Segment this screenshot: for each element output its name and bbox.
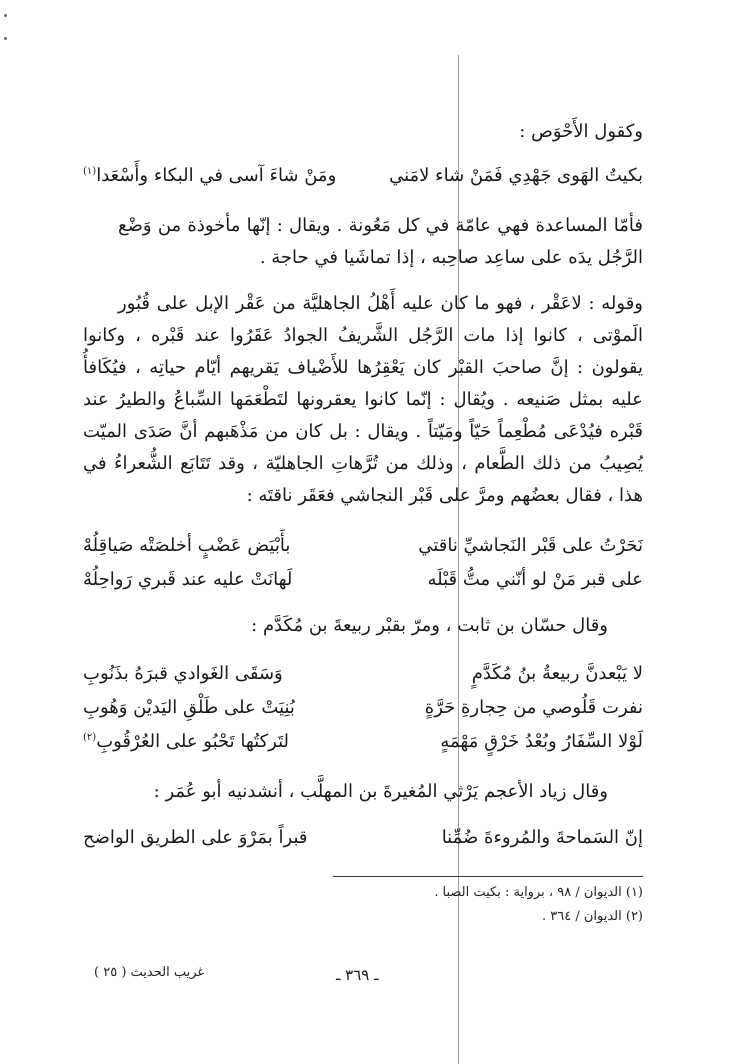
footnote-ref-1: (١) xyxy=(83,166,97,177)
footnote-separator xyxy=(333,876,643,877)
footnote-ref-2: (٢) xyxy=(83,732,97,743)
verse-second-hemistich xyxy=(83,164,336,188)
paragraph-line: قَبْره فيُدْعَى مُطْعِماً حَيّاً ومَيّتاً . ويقال : بل كان من مَذْهَبهم أنَّ صَدَى الميّت xyxy=(83,421,643,442)
verse-first-hemistich: إنّ السَماحةَ والمُروءةَ ضُمِّنا xyxy=(441,827,643,848)
paragraph-line: فأمّا المساعدة فهي عامّة في كل مَعُونة . ويقال : إنّها مأخوذة من وَضْع xyxy=(118,215,643,236)
edge-mark xyxy=(4,14,7,17)
paragraph-line: يقولون : إنَّ صاحبَ القبْر كان يَعْقِرُها للأَضْياف يَقريهم أيّام حياتِه ، فيُكَافأُ xyxy=(83,357,643,378)
verse-second-hemistich xyxy=(83,730,289,754)
verse-first-hemistich: لا يَبْعدنَّ ربيعةُ بنُ مُكَدَّمٍ xyxy=(471,663,643,684)
footnote-2: (٢) الديوان / ٣٦٤ . xyxy=(541,909,643,924)
verse-first-hemistich: على قبر مَنْ لو أنّني متُّ قَبْلَه xyxy=(427,569,643,590)
paragraph-line: يُصِيبُ من ذلك الطَّعام ، وذلك من تُرَّهاتِ الجاهليّة ، وقد تَتَابَع الشُّعراءُ في xyxy=(83,453,643,474)
verse-second-hemistich: بُنِيَتْ على طَلْقِ اليَديْن وَهُوبِ xyxy=(83,697,295,718)
verse-first-hemistich: بكيتُ الهَوى جَهْدِي فَمَنْ شاء لامَني xyxy=(389,165,643,186)
page-number: ـ ٣٦٩ ـ xyxy=(336,966,379,984)
edge-mark xyxy=(4,37,7,40)
verse-second-hemistich-text: ومَنْ شاءَ آسى في البكاء وأَسْعَدا xyxy=(96,165,337,186)
verse-second-hemistich: لَهانَتْ عليه عند قَبري رَواحِلُهْ xyxy=(83,569,293,590)
verse-first-hemistich: نَحَرْتُ على قَبْر النَجاشيِّ ناقتي xyxy=(418,535,643,556)
verse-first-hemistich: نفرت قَلُوصي من حِجارةِ حَرَّةٍ xyxy=(424,697,643,718)
paragraph-line: هذا ، فقال بعضُهم ومرَّ على قَبْر النجاشي فعَقَر ناقتَه : xyxy=(246,485,643,506)
verse-second-hemistich: قبراً بمَرْوَ على الطريق الواضح xyxy=(83,827,308,848)
footnote-1: (١) الديوان / ٩٨ ، برواية : بكيت الصبا . xyxy=(434,885,643,900)
paragraph-line: وقوله : لاعَقْر ، فهو ما كان عليه أَهْلُ الجاهليَّة من عَقْر الإبل على قُبُور xyxy=(118,293,643,314)
signature-mark: غريب الحديث ( ٢٥ ) xyxy=(94,965,205,980)
paragraph-line: عليه بمثل صَنيعه . ويُقال : إنّما كانوا يعقرونها لتَطْعَمَها السِّباعُ والطيرُ عند xyxy=(83,389,643,410)
paragraph-line: الرَّجُل يدَه على ساعِد صاحِبه ، إذا تماشَيا في حاجة . xyxy=(259,247,643,268)
intro-ahwas: وكقول الأَحْوَص : xyxy=(519,121,643,142)
verse-first-hemistich: لَوْلا السِّفَارُ وبُعْدُ خَرْقٍ مَهْمَهٍ xyxy=(440,731,643,752)
paragraph-line: الَموْتى ، كانوا إذا مات الرَّجُل الشَّريفُ الجوادُ عَقَرُوا عند قَبْره ، وكانوا xyxy=(83,325,643,346)
verse-second-hemistich: بأَبْيَض عَضْبٍ أخلصَتْه صَياقِلُهْ xyxy=(83,535,291,556)
verse-second-hemistich-text: لتَركتُها تَحْبُو على العُرْقُوبِ xyxy=(96,731,289,752)
verse-second-hemistich: وَسَقَى الغَوادي قبرَهُ بذَنُوبِ xyxy=(83,663,283,684)
intro-hassan: وقال حسّان بن ثابت ، ومرّ بقبْر ربيعةَ بن مُكَدَّم : xyxy=(251,615,608,636)
intro-ziyad: وقال زياد الأعجم يَرْثي المُغيرةَ بن المهلَّب ، أنشدنيه أبو عُمَر : xyxy=(153,781,608,802)
page-fold-line xyxy=(458,55,459,1064)
